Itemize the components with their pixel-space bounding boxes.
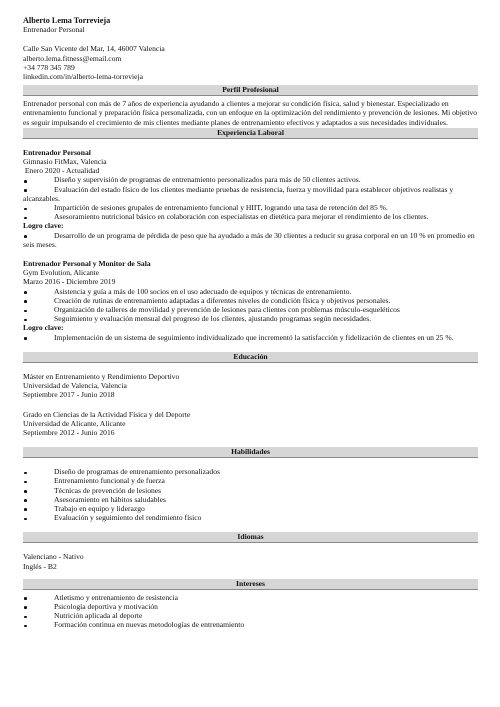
list-item: Evaluación del estado físico de los clientes mediante pruebas de resistencia, fuerza y movilidad para establecer objetivos realistas y alcanzables.: [23, 185, 478, 203]
section-heading-profile: Perfil Profesional: [23, 85, 478, 96]
achievement-item: Implementación de un sistema de seguimiento individualizado que incrementó la satisfacción y fidelización de clientes en un 25 %.: [23, 333, 478, 342]
achievement-list: [23, 231, 478, 249]
list-item: Formación continua en nuevas metodologías de entrenamiento: [23, 620, 478, 629]
list-item: Impartición de sesiones grupales de entrenamiento funcional y HIIT, logrando una tasa de retención del 85 %.: [23, 203, 478, 212]
education-entry: [23, 372, 478, 400]
contact-block: [23, 16, 478, 81]
profile-summary: Entrenador personal con más de 7 años de experiencia ayudando a clientes a mejorar su condición física, salud y bienestar. Especializado en entrenamiento funcional y preparación física personalizada, con un enfoque en la optimización del rendimiento y prevención de lesiones. Mi objetivo es seguir impulsando el crecimiento de mis clientes mediante planes de entrenamiento efectivos y adaptados a sus necesidades individuales.: [23, 99, 477, 127]
candidate-title: Entrenador Personal: [23, 25, 85, 35]
job-dates: Enero 2020 - Actualidad: [23, 166, 100, 176]
list-item: Psicología deportiva y motivación: [23, 602, 478, 611]
list-item: Seguimiento y evaluación mensual del progreso de los clientes, ajustando programas según necesidades.: [23, 314, 478, 323]
education-entry: [23, 410, 478, 438]
education-school: Universidad de Valencia, Valencia: [23, 381, 127, 391]
list-item: Atletismo y entrenamiento de resistencia: [23, 593, 478, 602]
achievement-list: [23, 333, 478, 342]
education-degree: Máster en Entrenamiento y Rendimiento Deportivo: [23, 371, 180, 381]
resume-content: [23, 16, 478, 630]
section-heading-education: Educación: [23, 352, 478, 363]
language-item: Inglés - B2: [23, 561, 57, 571]
list-item: Diseño y supervisión de programas de entrenamiento personalizados para más de 50 clientes activos.: [23, 175, 478, 184]
education-school: Universidad de Alicante, Alicante: [23, 418, 126, 428]
job-role: Entrenador Personal y Monitor de Sala: [23, 259, 151, 269]
language-item: Valenciano - Nativo: [23, 552, 84, 562]
education-dates: Septiembre 2017 - Junio 2018: [23, 390, 115, 400]
list-item: Trabajo en equipo y liderazgo: [23, 504, 478, 513]
address: Calle San Vicente del Mar, 14, 46007 Valencia: [23, 44, 165, 54]
job-company: Gym Evolution, Alicante: [23, 268, 100, 278]
education-degree: Grado en Ciencias de la Actividad Física y del Deporte: [23, 409, 191, 419]
section-heading-skills: Habilidades: [23, 447, 478, 458]
achievement-label: Logro clave:: [23, 221, 64, 231]
job-bullets: [23, 287, 478, 324]
job-entry: [23, 148, 478, 249]
section-heading-interests: Intereses: [23, 579, 478, 590]
list-item: Diseño de programas de entrenamiento personalizados: [23, 467, 478, 476]
education-dates: Septiembre 2012 - Junio 2016: [23, 427, 115, 437]
section-heading-languages: Idiomas: [23, 532, 478, 543]
list-item: Asistencia y guía a más de 100 socios en el uso adecuado de equipos y técnicas de entrenamiento.: [23, 287, 478, 296]
achievement-label: Logro clave:: [23, 323, 64, 333]
list-item: Técnicas de prevención de lesiones: [23, 486, 478, 495]
achievement-item: Desarrollo de un programa de pérdida de peso que ha ayudado a más de 30 clientes a reducir su grasa corporal en un 10 % en promedio en seis meses.: [23, 231, 478, 249]
section-heading-experience: Experiencia Laboral: [23, 128, 478, 139]
phone: +34 778 345 789: [23, 62, 75, 72]
job-bullets: [23, 175, 478, 221]
list-item: Entrenamiento funcional y de fuerza: [23, 476, 478, 485]
list-item: Nutrición aplicada al deporte: [23, 611, 478, 620]
interests-list: [23, 593, 478, 630]
candidate-name: Alberto Lema Torrevieja: [23, 16, 111, 25]
list-item: Evaluación y seguimiento del rendimiento físico: [23, 513, 478, 522]
job-dates: Marzo 2016 - Diciembre 2019: [23, 277, 116, 287]
skills-list: [23, 467, 478, 522]
list-item: Asesoramiento en hábitos saludables: [23, 495, 478, 504]
email: alberto.lema.fitness@email.com: [23, 53, 122, 63]
job-entry: [23, 259, 478, 342]
list-item: Asesoramiento nutricional básico en colaboración con especialistas en dietética para mejorar el rendimiento de los clientes.: [23, 212, 478, 221]
list-item: Organización de talleres de movilidad y prevención de lesiones para clientes con problemas músculo-esqueléticos: [23, 305, 478, 314]
list-item: Creación de rutinas de entrenamiento adaptadas a diferentes niveles de condición física y objetivos personales.: [23, 296, 478, 305]
job-company: Gimnasio FitMax, Valencia: [23, 157, 107, 167]
job-role: Entrenador Personal: [23, 147, 91, 157]
linkedin: linkedin.com/in/alberto-lema-torrevieja: [23, 72, 143, 82]
